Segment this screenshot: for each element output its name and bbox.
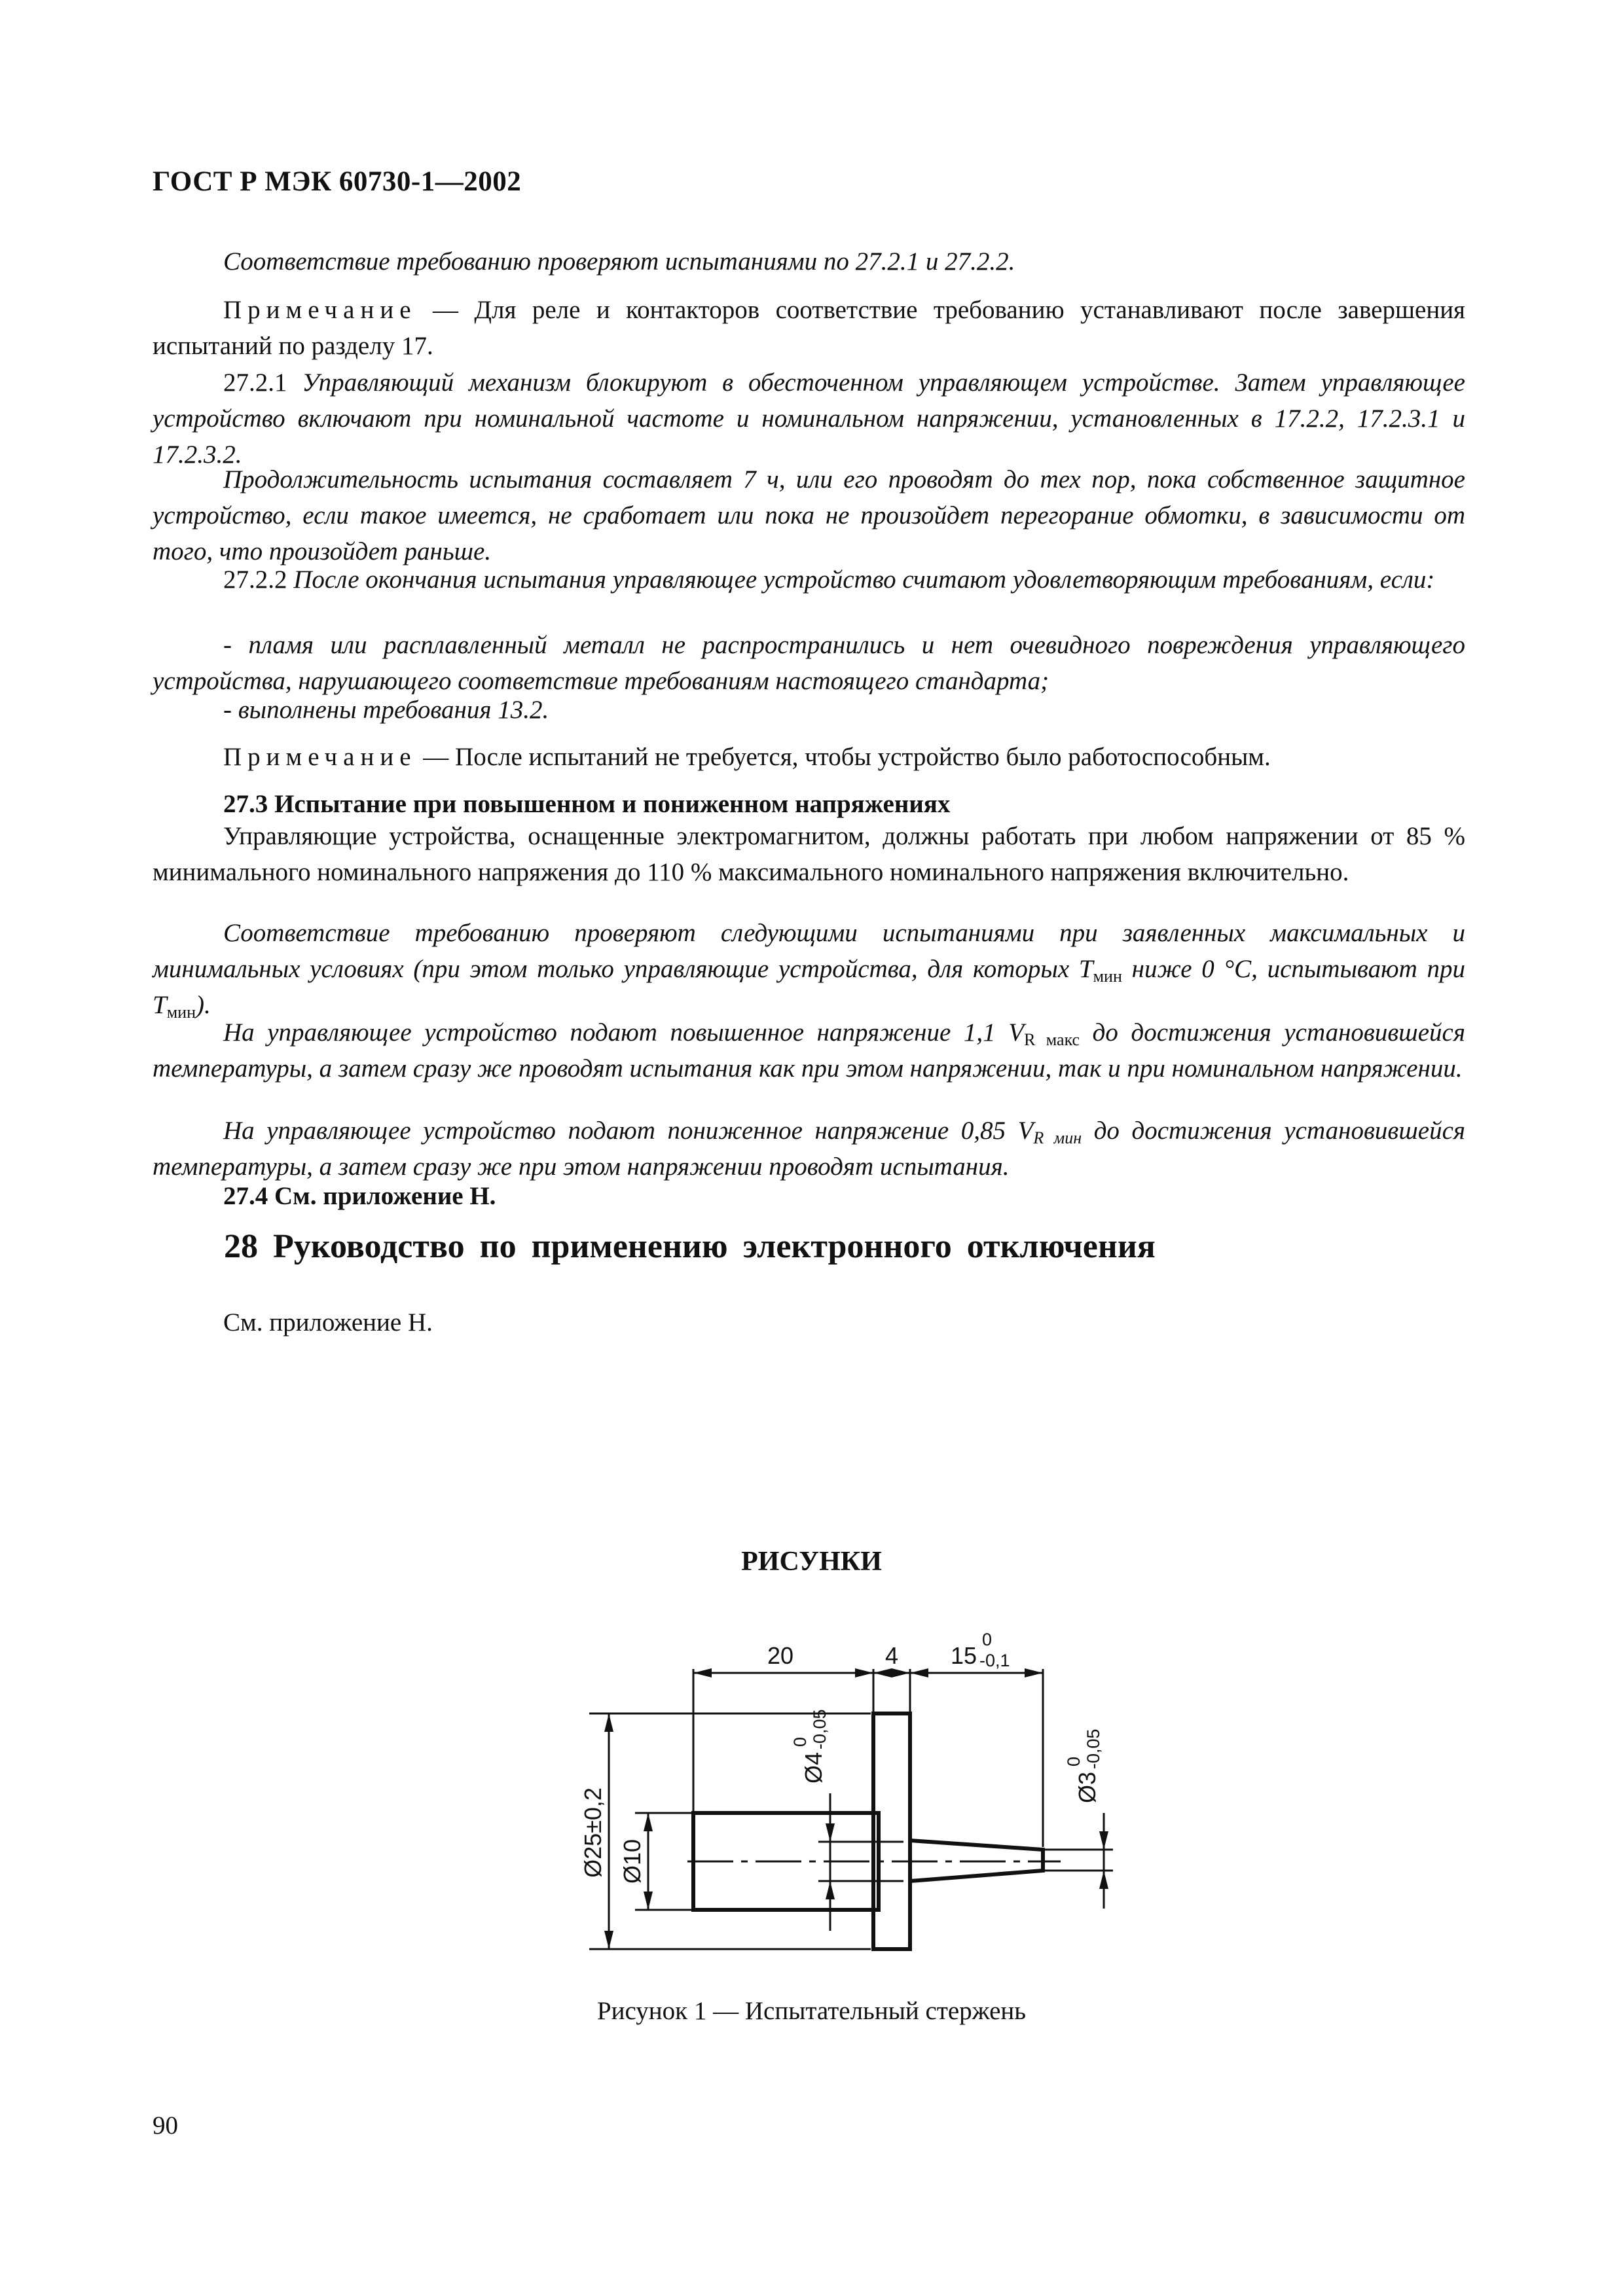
note-label: Примечание bbox=[223, 296, 417, 324]
dim-d3-tol-lower: -0,05 bbox=[1084, 1729, 1103, 1769]
symbol-V: V bbox=[1017, 1117, 1034, 1145]
subscript-rmin: R мин bbox=[1033, 1128, 1082, 1147]
clause-text: После окончания испытания управляющее устройство считают удовлетворяющим требованиям, если: bbox=[287, 565, 1435, 594]
dim-15-tol-upper: 0 bbox=[982, 1630, 993, 1649]
text-run: На управляющее устройство подают пониженное напряжение 0,85 bbox=[223, 1117, 1018, 1145]
dim-d3-tol-upper: 0 bbox=[1064, 1756, 1084, 1767]
dim-d4-tol-lower: -0,05 bbox=[810, 1709, 830, 1749]
note-text: — После испытаний не требуется, чтобы устройство было работоспособным. bbox=[416, 743, 1271, 771]
dim-4-label: 4 bbox=[884, 1642, 899, 1669]
dim-d10-label: Ø10 bbox=[619, 1839, 646, 1884]
paragraph-compliance: Соответствие требованию проверяют испытаниями по 27.2.1 и 27.2.2. bbox=[223, 247, 1015, 276]
section-28-text: См. приложение Н. bbox=[223, 1308, 433, 1336]
page-number: 90 bbox=[153, 2111, 178, 2140]
clause-number: 27.2.1 bbox=[223, 368, 287, 397]
heading-27-3: 27.3 Испытание при повышенном и пониженном напряжениях bbox=[223, 790, 951, 818]
figure-caption: Рисунок 1 — Испытательный стержень bbox=[596, 1997, 1027, 2025]
text-run: ). bbox=[195, 991, 211, 1019]
subscript-min: мин bbox=[166, 1003, 196, 1022]
heading-27-4: 27.4 См. приложение Н. bbox=[223, 1182, 496, 1210]
dim-15-tol-lower: -0,1 bbox=[979, 1651, 1010, 1670]
symbol-V: V bbox=[1008, 1018, 1025, 1047]
dim-d4-label: Ø4 bbox=[800, 1751, 827, 1784]
text-run: ниже 0 °С, испытывают при bbox=[1122, 955, 1465, 983]
paragraph-duration: Продолжительность испытания составляет 7 ч, или его проводят до тех пор, пока собственное защитное устройство, если такое имеется, не сработает или пока не произойдет перегорание обмотки, в зависимости от того, что произойдет раньше. bbox=[153, 465, 1465, 565]
clause-number: 27.2.2 bbox=[223, 565, 287, 594]
text-run: Соответствие требованию проверяют следующими испытаниями при заявленных максимальных и минимальных условиях (при этом только управляющие устройства, для которых bbox=[153, 919, 1465, 983]
paragraph-electromagnet: Управляющие устройства, оснащенные электромагнитом, должны работать при любом напряжении от 85 % минимального номинального напряжения до 110 % максимального номинального напряжения включительно. bbox=[153, 822, 1465, 886]
symbol-T: T bbox=[153, 991, 167, 1019]
dim-20-label: 20 bbox=[767, 1642, 794, 1669]
list-item-requirements: - выполнены требования 13.2. bbox=[223, 696, 549, 724]
dim-15-label: 15 bbox=[951, 1642, 977, 1669]
dim-d4-tol-upper: 0 bbox=[790, 1736, 810, 1747]
dim-d3-label: Ø3 bbox=[1074, 1771, 1101, 1803]
figures-heading: РИСУНКИ bbox=[741, 1547, 882, 1577]
section-28-title: 28 Руководство по применению электронного отключения bbox=[224, 1228, 1156, 1265]
text-run: до достижения установившейся температуры, а затем сразу же проводят испытания как при этом напряжении, так и при номинальном напряжении. bbox=[153, 1018, 1465, 1083]
symbol-T: T bbox=[1078, 955, 1093, 983]
note-text: — Для реле и контакторов соответствие требованию устанавливают после завершения испытаний по разделу 17. bbox=[153, 296, 1465, 360]
list-item-flame: - пламя или расплавленный металл не распространились и нет очевидного повреждения управляющего устройства, нарушающего соответствие требованиям настоящего стандарта; bbox=[153, 631, 1465, 695]
note-label: Примечание bbox=[223, 743, 417, 771]
document-header: ГОСТ Р МЭК 60730-1—2002 bbox=[153, 166, 522, 197]
clause-text: Управляющий механизм блокируют в обесточенном управляющем устройстве. Затем управляющее устройство включают при номинальной частоте и номинальном напряжении, установленных в 17.2.2, 17.2.3.1 и 17.2.3.2. bbox=[153, 368, 1465, 469]
subscript-min: мин bbox=[1093, 967, 1122, 986]
subscript-rmax: R макс bbox=[1024, 1030, 1080, 1049]
text-run: На управляющее устройство подают повышенное напряжение 1,1 bbox=[223, 1018, 1009, 1047]
dim-d25-label: Ø25±0,2 bbox=[579, 1787, 606, 1878]
text-run: до достижения установившейся температуры, а затем сразу же при этом напряжении проводят испытания. bbox=[153, 1117, 1466, 1181]
